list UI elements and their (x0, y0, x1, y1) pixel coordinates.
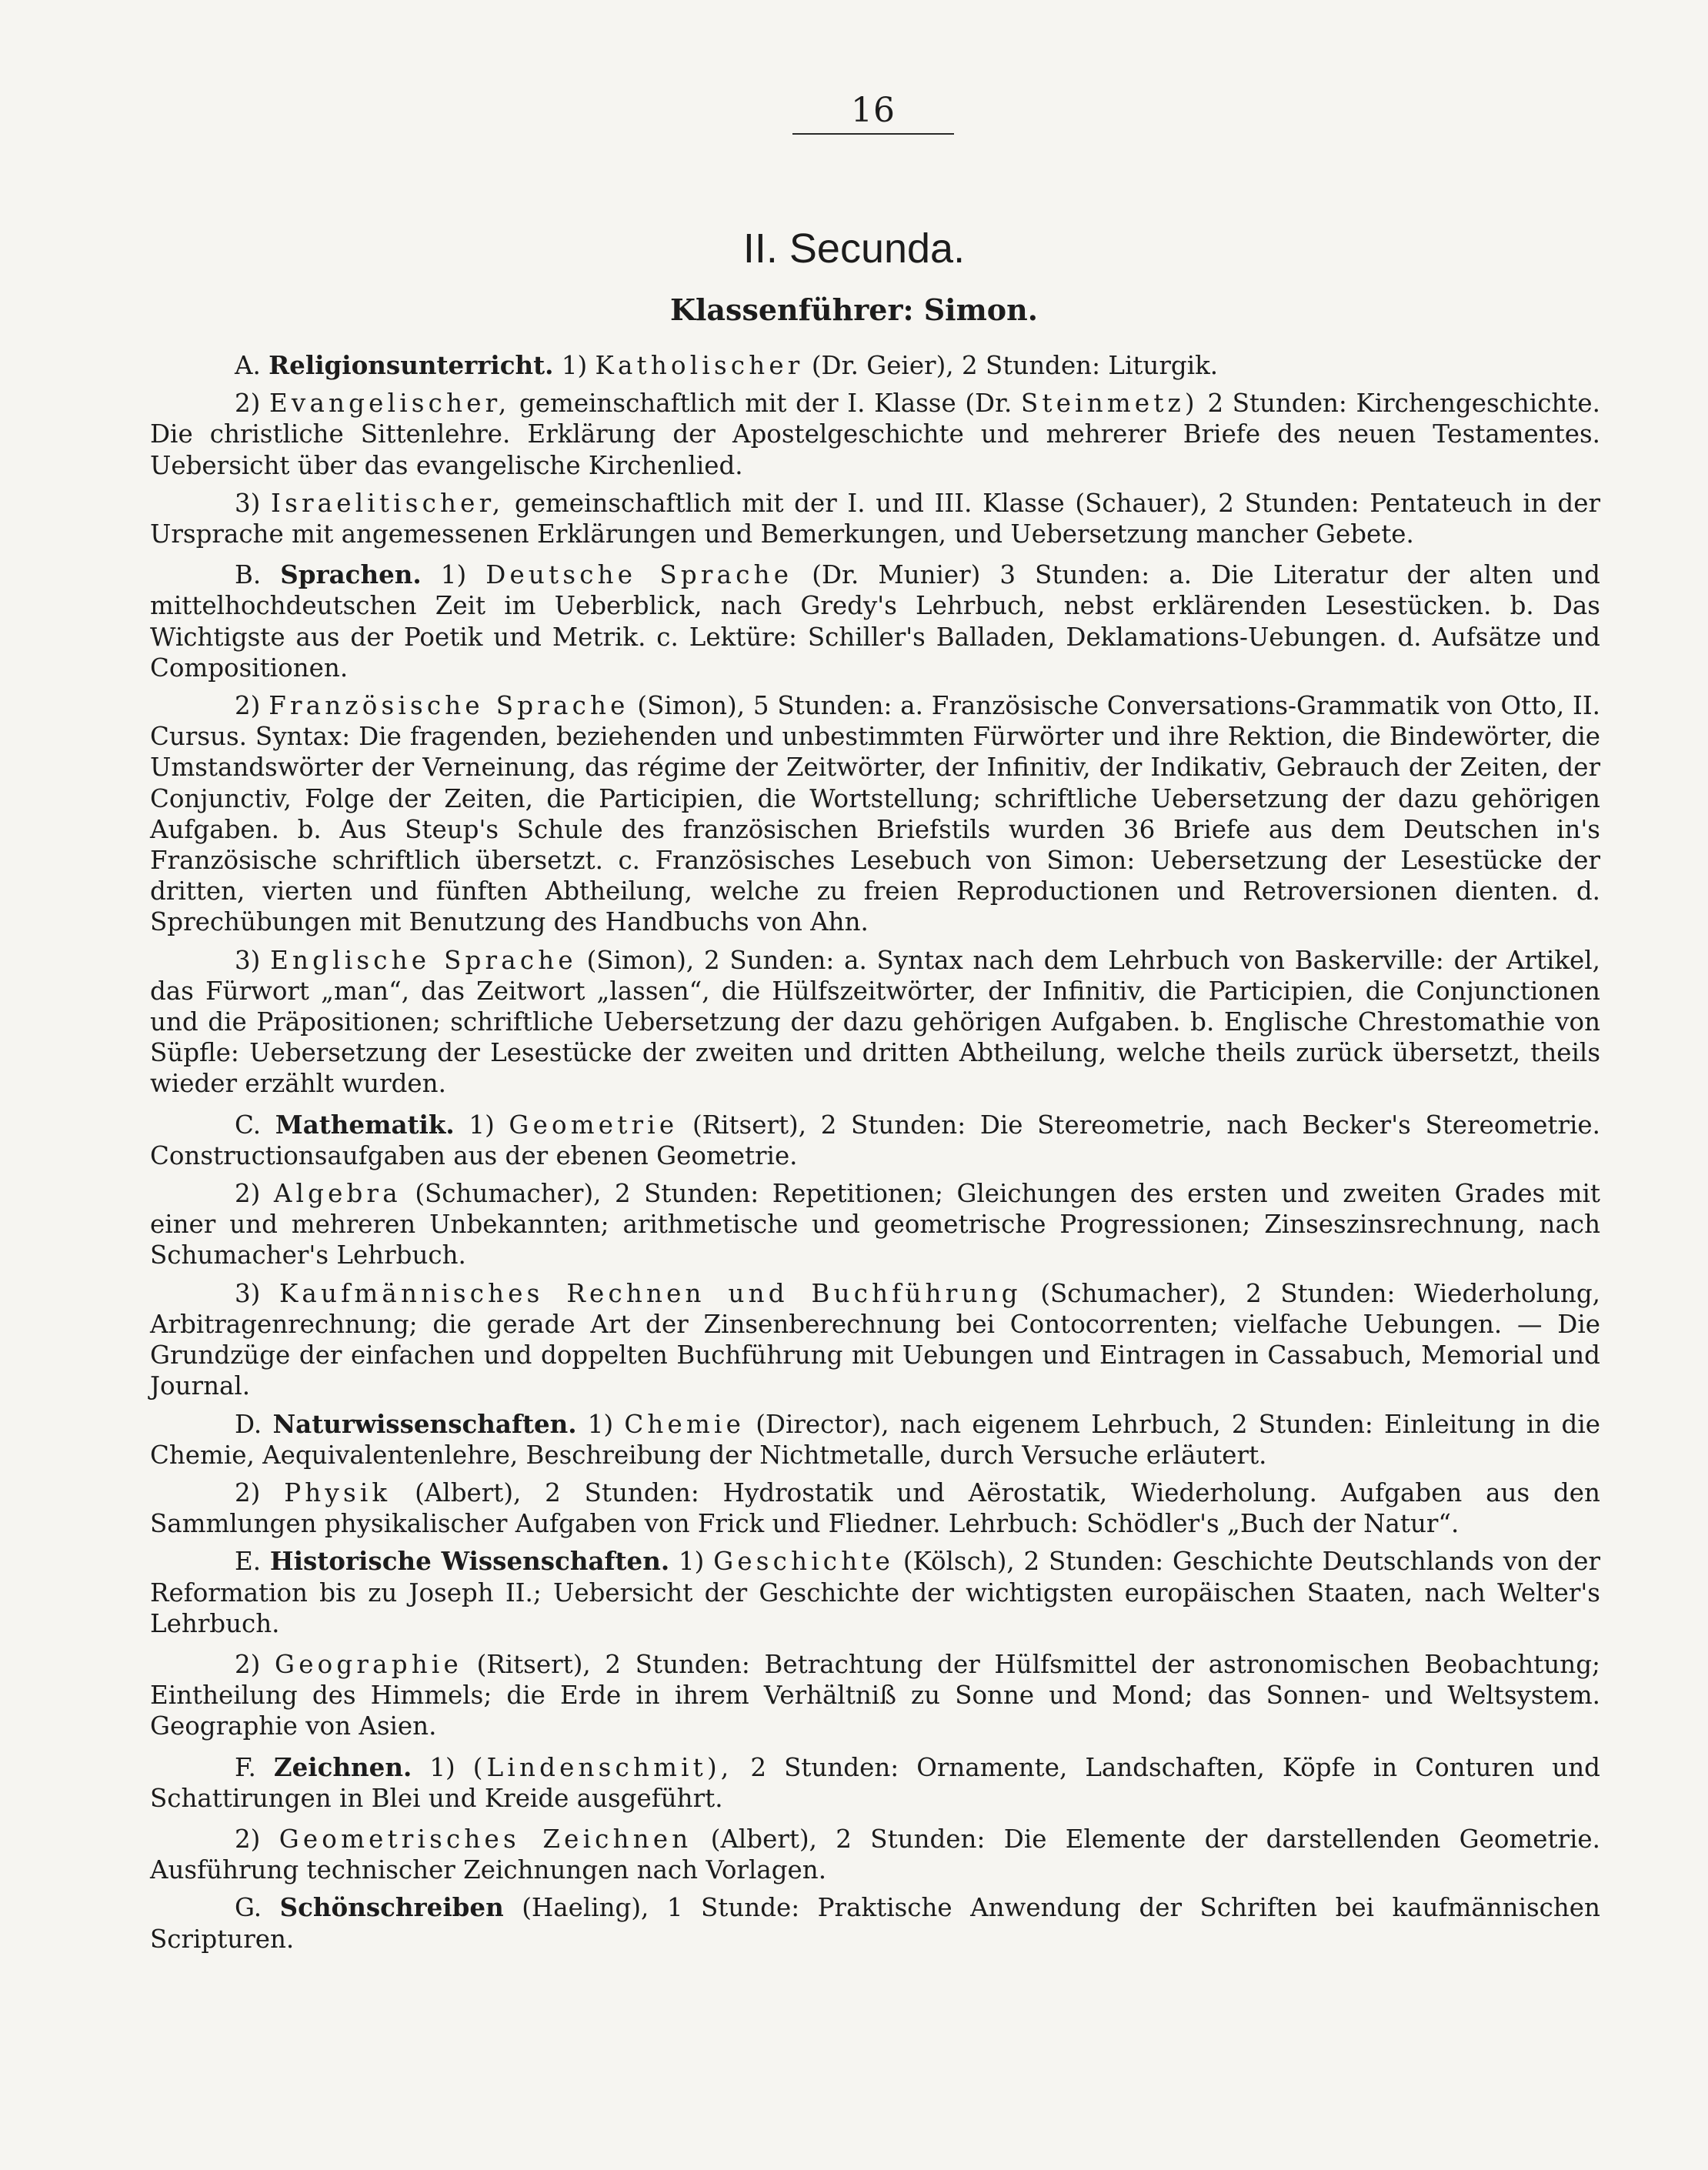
subject-name: Geschichte (713, 1547, 895, 1577)
paragraph-b-1 (150, 559, 1600, 683)
subject-title: Historische Wissenschaften. (269, 1546, 670, 1577)
paragraph-text: (Albert), 2 Stunden: Die Elemente der darstellenden Geometrie. Ausführung technischer Zeichnungen nach Vorlagen. (150, 1824, 1600, 1885)
subject-name: Katholischer (595, 351, 804, 380)
item-number: 2) (235, 691, 261, 721)
paragraph-text: (Schumacher), 2 Stunden: Repetitionen; Gleichungen des ersten und zweiten Grades mit einer und mehreren Unbekannten; arithmetische und geometrische Progressionen; Zinseszinsrechnung, nach Schumacher's Lehrbuch. (150, 1179, 1600, 1270)
section-heading: II. Secunda. (742, 225, 966, 272)
paragraph-text: (Kölsch), 2 Stunden: Geschichte Deutschlands von der Reformation bis zu Joseph II.; Uebersicht der Geschichte der wichtigsten europäischen Staaten, nach Welter's Lehrbuch. (150, 1547, 1600, 1638)
item-number: 1) (469, 1110, 495, 1140)
paragraph-text: (Dr. Munier) 3 Stunden: a. Die Literatur der alten und mittelhochdeutschen Zeit im Ueberblick, nach Gredy's Lehrbuch, nebst erklärenden Lesestücken. b. Das Wichtigste aus der Poetik und Metrik. c. Lektüre: Schiller's Balladen, Deklamations-Uebungen. d. Aufsätze und Compositionen. (150, 560, 1600, 683)
paragraph-c-2 (150, 1178, 1600, 1271)
subject-name: Algebra (273, 1179, 402, 1209)
subject-name: Kaufmännisches Rechnen und Buchführung (279, 1278, 1022, 1308)
paragraph-text: (Haeling), 1 Stunde: Praktische Anwendung der Schriften bei kaufmännischen Scripturen. (150, 1893, 1600, 1954)
paragraph-a-3 (150, 488, 1600, 549)
subject-name: Geometrie (509, 1110, 679, 1140)
subject-name: Französische Sprache (269, 691, 629, 721)
class-leader-line: Klassenführer: Simon. (669, 292, 1039, 327)
subject-name: Deutsche Sprache (485, 560, 793, 590)
subject-name: Physik (284, 1477, 392, 1507)
item-number: 3) (235, 488, 261, 518)
subject-title: Religionsunterricht. (269, 350, 554, 380)
paragraph-a-2 (150, 388, 1600, 481)
subject-name: Geographie (275, 1649, 462, 1679)
paragraph-text: (Simon), 2 Sunden: a. Syntax nach dem Lehrbuch von Baskerville: der Artikel, das Fürwort „man“, das Zeitwort „lassen“, die Hülfszeitwörter, der Infinitiv, die Participien, die Conjunctionen und die Präpositionen; schriftliche Uebersetzung der dazu gehörigen Aufgaben. b. Englische Chrestomathie von Süpfle: Uebersetzung der Lesestücke der zweiten und dritten Abtheilung, welche theils zurück übersetzt, theils wieder erzählt wurden. (150, 945, 1600, 1099)
paragraph-text: (Director), nach eigenem Lehrbuch, 2 Stunden: Einleitung in die Chemie, Aequivalentenlehre, Beschreibung der Nichtmetalle, durch Versuche erläutert. (150, 1409, 1600, 1470)
paragraph-text: gemeinschaftlich mit der I. Klasse (Dr. (519, 389, 1012, 419)
paragraph-text: (Albert), 2 Stunden: Hydrostatik und Aërostatik, Wiederholung. Aufgaben aus den Sammlungen physikalischer Aufgaben von Frick und Fliedner. Lehrbuch: Schödler's „Buch der Natur“. (150, 1477, 1600, 1539)
item-number: 2) (235, 1649, 261, 1679)
paragraph-a-1 (150, 350, 1600, 381)
section-letter: D. (235, 1409, 262, 1439)
paragraph-d-2 (150, 1477, 1600, 1539)
paragraph-text: (Ritsert), 2 Stunden: Betrachtung der Hülfsmittel der astronomischen Beobachtung; Eintheilung des Himmels; die Erde in ihrem Verhältniß zu Sonne und Mond; das Sonnen- und Weltsystem. Geographie von Asien. (150, 1649, 1600, 1741)
item-number: 2) (235, 1824, 261, 1854)
section-letter: E. (235, 1547, 262, 1577)
paragraph-f-1 (150, 1752, 1600, 1814)
document-body (150, 350, 1600, 1961)
subject-name: Geometrisches Zeichnen (279, 1824, 692, 1854)
paragraph-b-2 (150, 690, 1600, 938)
paragraph-d-1 (150, 1409, 1600, 1471)
paragraph-b-3 (150, 945, 1600, 1100)
paragraph-text: (Ritsert), 2 Stunden: Die Stereometrie, nach Becker's Stereometrie. Constructionsaufgaben aus der ebenen Geometrie. (150, 1110, 1600, 1170)
paragraph-text: 2 Stunden: Kirchengeschichte. Die christliche Sittenlehre. Erklärung der Apostelgeschichte und mehrerer Briefe des neuen Testamentes. Uebersicht über das evangelische Kirchenlied. (150, 389, 1600, 480)
subject-title: Zeichnen. (273, 1751, 412, 1782)
subject-name: Chemie (624, 1409, 746, 1439)
page-number: 16 (792, 91, 954, 135)
subject-name: Englische Sprache (270, 945, 577, 975)
section-letter: B. (235, 560, 262, 590)
item-number: 2) (235, 1477, 261, 1507)
paragraph-text: (Simon), 5 Stunden: a. Französische Conversations-Grammatik von Otto, II. Cursus. Syntax: Die fragenden, beziehenden und unbestimmten Fürwörter und ihre Rektion, die Bindewörter, die Umstandswörter der Verneinung, das régime der Zeitwörter, der Infinitiv, der Indikativ, Gebrauch der Zeiten, der Conjunctiv, Folge der Zeiten, die Participien, die Wortstellung; schriftliche Uebersetzung der dazu gehörigen Aufgaben. b. Aus Steup's Schule des französischen Briefstils wurden 36 Briefe aus dem Deutschen in's Französische schriftlich übersetzt. c. Französisches Lesebuch von Simon: Uebersetzung der Lesestücke der dritten, vierten und fünften Abtheilung, welche zu freien Reproductionen und Retroversionen dienten. d. Sprechübungen mit Benutzung des Handbuchs von Ahn. (150, 691, 1600, 937)
paragraph-g-1 (150, 1892, 1600, 1954)
paragraph-text: (Schumacher), 2 Stunden: Wiederholung, Arbitragenrechnung; die gerade Art der Zinsenberechnung bei Contocorrenten; vielfache Uebungen. — Die Grundzüge der einfachen und doppelten Buchführung mit Uebungen und Eintragen in Cassabuch, Memorial und Journal. (150, 1278, 1600, 1401)
subject-title: Naturwissenschaften. (272, 1408, 577, 1439)
teacher-name: (Lindenschmit), (472, 1752, 733, 1782)
subject-title: Sprachen. (280, 559, 422, 590)
section-letter: F. (235, 1752, 256, 1782)
item-number: 1) (561, 351, 588, 380)
item-number: 3) (235, 945, 261, 975)
paragraph-text: gemeinschaftlich mit der I. und III. Klasse (Schauer), 2 Stunden: Pentateuch in der Ursprache mit angemessenen Erklärungen und Bemerkungen, und Uebersetzung mancher Gebete. (150, 488, 1600, 549)
subject-name: Evangelischer, (269, 389, 511, 419)
paragraph-c-3 (150, 1278, 1600, 1402)
paragraph-text: 2 Stunden: Ornamente, Landschaften, Köpfe in Conturen und Schattirungen in Blei und Kreide ausgeführt. (150, 1752, 1600, 1813)
subject-title: Schönschreiben (279, 1892, 504, 1923)
item-number: 1) (679, 1547, 705, 1577)
paragraph-e-1 (150, 1546, 1600, 1639)
subject-name: Israelitischer, (271, 488, 505, 518)
item-number: 1) (429, 1752, 455, 1782)
paragraph-c-1 (150, 1110, 1600, 1171)
teacher-name: Steinmetz) (1021, 389, 1199, 419)
item-number: 2) (235, 389, 261, 419)
item-number: 3) (235, 1278, 261, 1308)
paragraph-e-2 (150, 1649, 1600, 1742)
subject-title: Mathematik. (275, 1109, 455, 1140)
item-number: 1) (587, 1409, 614, 1439)
section-letter: G. (235, 1893, 262, 1923)
section-letter: A. (235, 351, 261, 380)
paragraph-f-2 (150, 1824, 1600, 1885)
item-number: 2) (235, 1179, 261, 1209)
section-letter: C. (235, 1110, 262, 1140)
item-number: 1) (440, 560, 467, 590)
paragraph-text: (Dr. Geier), 2 Stunden: Liturgik. (811, 351, 1219, 380)
